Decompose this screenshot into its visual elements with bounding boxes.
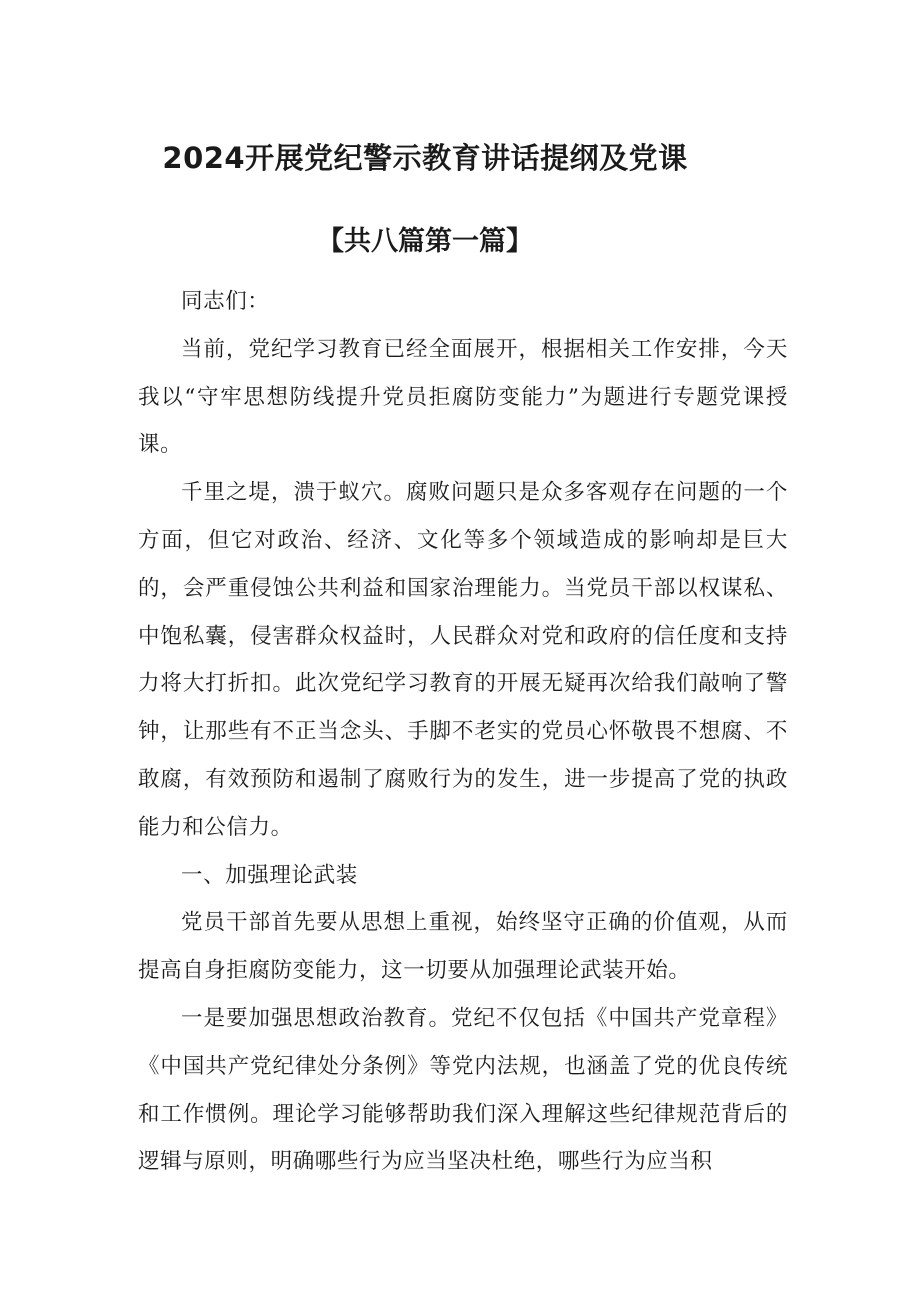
document-subtitle: 【共八篇第一篇】: [317, 226, 533, 257]
body-paragraph: 党员干部首先要从思想上重视，始终坚守正确的价值观，从而提高自身拒腐防变能力，这一切要从加强理论武装开始。: [138, 910, 788, 984]
intro-paragraph: 当前，党纪学习教育已经全面展开，根据相关工作安排，今天我以“守牢思想防线提升党员拒腐防变能力”为题进行专题党课授课。: [138, 336, 788, 458]
body-paragraph: 千里之堤，溃于蚁穴。腐败问题只是众多客观存在问题的一个方面，但它对政治、经济、文化等多个领域造成的影响却是巨大的，会严重侵蚀公共利益和国家治理能力。当党员干部以权谋私、中饱私囊，侵害群众权益时，人民群众对党和政府的信任度和支持力将大打折扣。此次党纪学习教育的开展无疑再次给我们敲响了警钟，让那些有不正当念头、手脚不老实的党员心怀敬畏不想腐、不敢腐，有效预防和遏制了腐败行为的发生，进一步提高了党的执政能力和公信力。: [138, 480, 788, 840]
section-heading: 一、加强理论武装: [181, 862, 358, 888]
body-paragraph: 一是要加强思想政治教育。党纪不仅包括《中国共产党章程》《中国共产党纪律处分条例》等党内法规，也涵盖了党的优良传统和工作惯例。理论学习能够帮助我们深入理解这些纪律规范背后的逻辑与原则，明确哪些行为应当坚决杜绝，哪些行为应当积: [138, 1005, 788, 1175]
document-title: 2024开展党纪警示教育讲话提纲及党课: [162, 141, 688, 175]
salutation-paragraph: 同志们：: [181, 289, 270, 314]
document-body: [138, 278, 788, 1186]
